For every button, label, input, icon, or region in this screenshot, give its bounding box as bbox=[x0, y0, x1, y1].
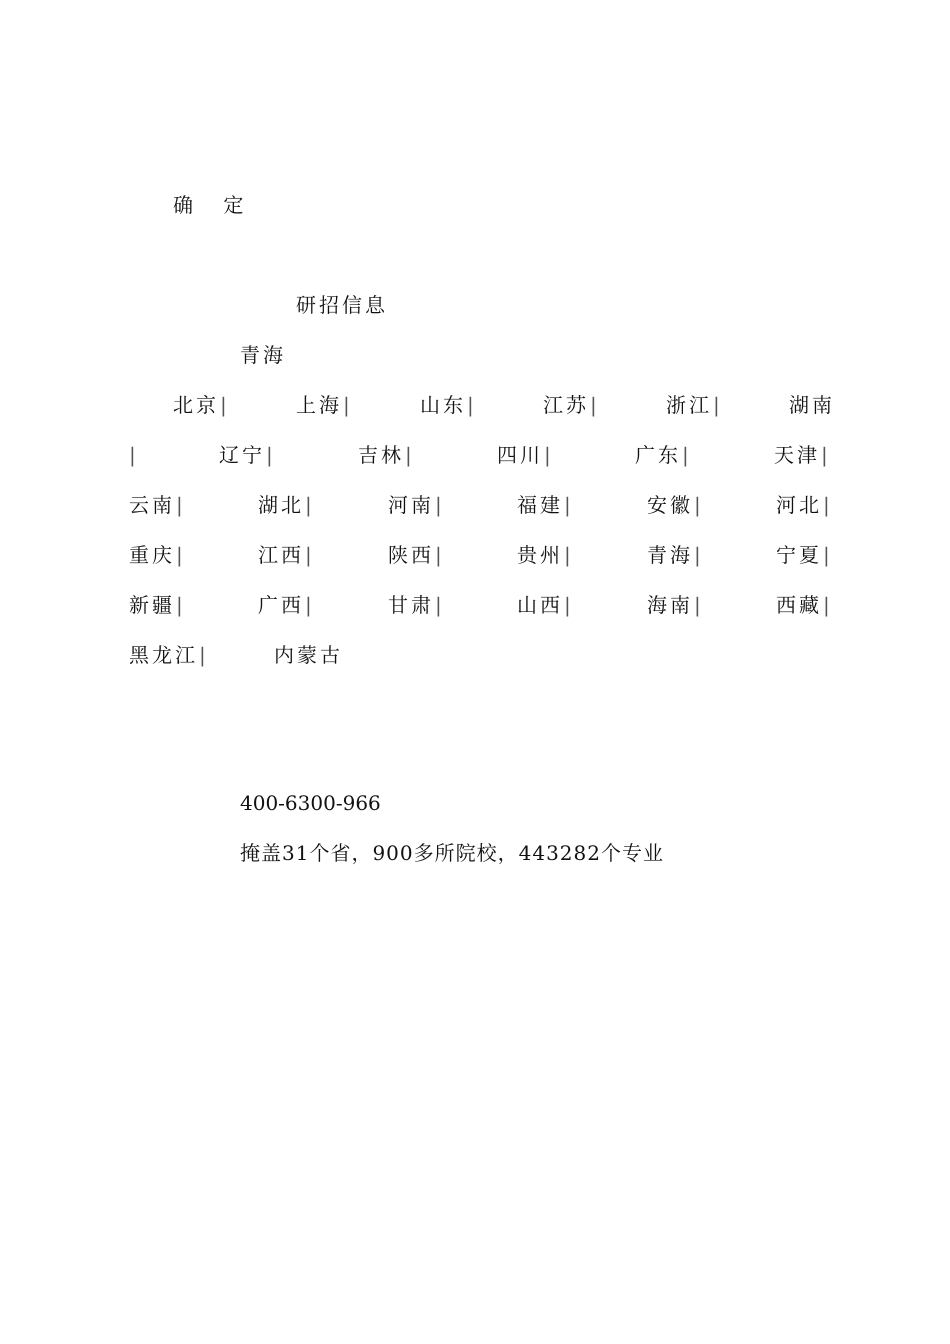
region-link[interactable]: 湖南 bbox=[789, 393, 835, 417]
region-link[interactable]: 贵州| bbox=[517, 543, 571, 567]
selected-region: 青海 bbox=[240, 343, 286, 367]
region-link[interactable]: 海南| bbox=[647, 593, 701, 617]
hotline-number: 400-6300-966 bbox=[240, 791, 381, 815]
region-row bbox=[129, 490, 833, 520]
region-link[interactable]: 上海| bbox=[296, 393, 350, 417]
region-link[interactable]: 黑龙江| bbox=[129, 643, 206, 667]
region-link[interactable]: 北京| bbox=[173, 393, 227, 417]
region-link[interactable]: 浙江| bbox=[666, 393, 720, 417]
region-link[interactable]: 安徽| bbox=[647, 493, 701, 517]
separator: | bbox=[129, 443, 136, 467]
region-link[interactable]: 河南| bbox=[388, 493, 442, 517]
region-link[interactable]: 江苏| bbox=[543, 393, 597, 417]
region-link[interactable]: 陕西| bbox=[388, 543, 442, 567]
section-title: 研招信息 bbox=[296, 293, 388, 317]
coverage-text: 掩盖31个省，900多所院校，443282个专业 bbox=[240, 841, 664, 865]
region-link[interactable]: 天津| bbox=[774, 443, 828, 467]
region-link[interactable]: 新疆| bbox=[129, 593, 183, 617]
region-link[interactable]: 湖北| bbox=[258, 493, 312, 517]
confirm-button[interactable]: 确 定 bbox=[173, 193, 256, 217]
region-link[interactable]: 青海| bbox=[647, 543, 701, 567]
region-row bbox=[129, 640, 833, 670]
region-link[interactable]: 西藏| bbox=[776, 593, 830, 617]
region-row bbox=[129, 440, 833, 470]
region-link[interactable]: 内蒙古 bbox=[274, 643, 343, 667]
region-link[interactable]: 云南| bbox=[129, 493, 183, 517]
region-link[interactable]: 宁夏| bbox=[776, 543, 830, 567]
region-link[interactable]: 广东| bbox=[635, 443, 689, 467]
region-link[interactable]: 山东| bbox=[420, 393, 474, 417]
region-row bbox=[129, 590, 833, 620]
region-link[interactable]: 广西| bbox=[258, 593, 312, 617]
region-row bbox=[129, 540, 833, 570]
region-link[interactable]: 福建| bbox=[517, 493, 571, 517]
region-link[interactable]: 吉林| bbox=[358, 443, 412, 467]
region-link[interactable]: 河北| bbox=[776, 493, 830, 517]
region-link[interactable]: 四川| bbox=[497, 443, 551, 467]
region-link[interactable]: 重庆| bbox=[129, 543, 183, 567]
region-link[interactable]: 山西| bbox=[517, 593, 571, 617]
region-row bbox=[129, 390, 833, 420]
region-link[interactable]: 辽宁| bbox=[219, 443, 273, 467]
region-link[interactable]: 江西| bbox=[258, 543, 312, 567]
region-link[interactable]: 甘肃| bbox=[388, 593, 442, 617]
